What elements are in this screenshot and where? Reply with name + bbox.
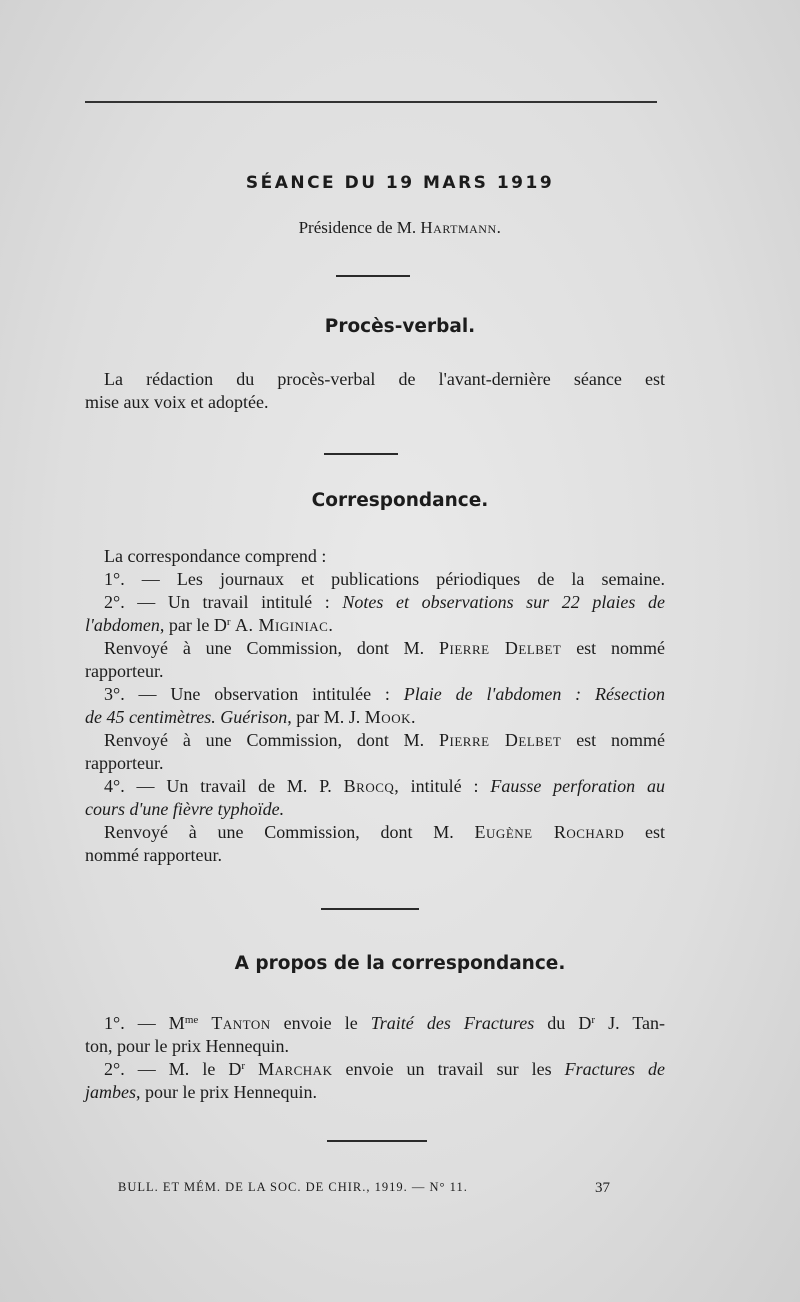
correspondance-item-4: 4°. — Un travail de M. P. Brocq, intitulé : Fausse perforation au <box>104 776 666 796</box>
correspondance-referral: Renvoyé à une Commission, dont M. Pierre Delbet est nommé <box>104 638 666 658</box>
president-name: Hartmann. <box>420 218 502 237</box>
author-name: Marchak <box>258 1059 333 1079</box>
work-title: Plaie de l'abdomen : Résection <box>403 684 666 704</box>
session-title: SÉANCE DU 19 MARS 1919 <box>245 173 555 193</box>
work-title: Traité des Fractures <box>370 1013 535 1033</box>
work-title: Notes et observations sur 22 plaies de <box>342 592 666 612</box>
work-title: de 45 centimètres. Guérison <box>85 707 288 727</box>
correspondance-referral-cont: rapporteur. <box>85 753 164 773</box>
author-name: Brocq <box>343 776 395 796</box>
correspondance-intro: La correspondance comprend : <box>104 546 327 566</box>
page-number: 37 <box>595 1180 610 1196</box>
proces-verbal-line: mise aux voix et adoptée. <box>85 392 269 412</box>
author-name: A. Miginiac. <box>235 615 334 635</box>
correspondance-referral: Renvoyé à une Commission, dont M. Pierre Delbet est nommé <box>104 730 666 750</box>
work-title: l'abdomen <box>85 615 160 635</box>
section-divider <box>324 453 398 455</box>
correspondance-list <box>85 545 665 867</box>
correspondance-referral-cont: rapporteur. <box>85 661 164 681</box>
top-rule <box>85 101 657 103</box>
author-name: Mook. <box>364 707 416 727</box>
a-propos-item-1-cont: ton, pour le prix Hennequin. <box>85 1036 289 1056</box>
work-title: Fausse perforation au <box>490 776 666 796</box>
correspondance-item-1: 1°. — Les journaux et publications périodiques de la semaine. <box>104 569 665 589</box>
a-propos-heading: A propos de la correspondance. <box>234 953 566 974</box>
work-title: Fractures de <box>564 1059 666 1079</box>
section-divider <box>321 908 419 910</box>
proces-verbal-line: La rédaction du procès-verbal de l'avant-dernière séance est <box>104 369 665 389</box>
correspondance-referral-cont: nommé rapporteur. <box>85 845 222 865</box>
correspondance-heading: Correspondance. <box>311 490 489 511</box>
correspondance-item-3: 3°. — Une observation intitulée : Plaie de l'abdomen : Résection <box>104 684 666 704</box>
proces-verbal-paragraph <box>85 368 665 414</box>
journal-citation: BULL. ET MÉM. DE LA SOC. DE CHIR., 1919. — N° 11. <box>118 1180 468 1194</box>
a-propos-item-2: 2°. — M. le $D^r$ Marchak envoie un travail sur les Fractures de <box>104 1059 666 1079</box>
rapporteur-name: Pierre Delbet <box>439 638 562 658</box>
correspondance-item-3-cont: de 45 centimètres. Guérison, par M. J. Mook. <box>85 707 416 727</box>
correspondance-item-4-cont <box>85 798 665 821</box>
a-propos-item-1: 1°. — $M^{me}$ Tanton envoie le Traité des Fractures du $D^r$ J. Tan- <box>104 1013 666 1033</box>
correspondance-item-2-cont: l'abdomen, par le $D^r$ A. Miginiac. <box>85 615 334 635</box>
section-divider <box>336 275 410 277</box>
work-title: jambes <box>85 1082 136 1102</box>
correspondance-referral: Renvoyé à une Commission, dont M. Eugène Rochard est <box>104 822 666 842</box>
rapporteur-name: Eugène Rochard <box>474 822 625 842</box>
author-name: Tanton <box>211 1013 271 1033</box>
proces-verbal-heading: Procès-verbal. <box>324 316 476 337</box>
section-divider <box>327 1140 427 1142</box>
presidence-prefix: Présidence de M. <box>298 218 417 237</box>
a-propos-list <box>85 1012 665 1104</box>
correspondance-item-2: 2°. — Un travail intitulé : Notes et observations sur 22 plaies de <box>104 592 666 612</box>
presidence-line <box>0 218 800 238</box>
rapporteur-name: Pierre Delbet <box>439 730 562 750</box>
a-propos-item-2-cont: jambes, pour le prix Hennequin. <box>85 1082 317 1102</box>
work-title: cours d'une fièvre typhoïde. <box>85 799 285 819</box>
